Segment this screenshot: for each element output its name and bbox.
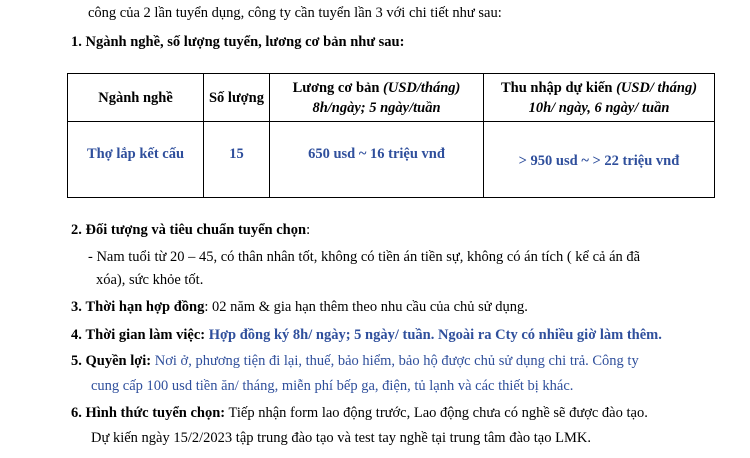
- section-2-bullet-line-1: - Nam tuổi từ 20 – 45, có thân nhân tốt, không có tiền án tiền sự, không có án tích ( kể cả án đã: [88, 249, 641, 265]
- cell-income: > 950 usd ~ > 22 triệu vnđ: [484, 122, 715, 198]
- section-2-heading: [71, 221, 310, 239]
- section-5-number: 5.: [71, 353, 82, 369]
- header-income: [484, 74, 715, 122]
- section-5-text-1: Nơi ở, phương tiện đi lại, thuế, bảo hiểm, bảo hộ được chủ sử dụng chi trả. Công ty: [154, 353, 639, 369]
- table-header-row: [68, 74, 715, 122]
- section-4-number: 4.: [71, 327, 82, 343]
- section-4: [71, 326, 662, 344]
- intro-line: công của 2 lần tuyển dụng, công ty cần tuyển lần 3 với chi tiết như sau:: [88, 5, 502, 21]
- recruitment-table: [67, 73, 715, 198]
- header-income-main: Thu nhập dự kiến: [500, 79, 613, 96]
- section-1-title: Ngành nghề, số lượng tuyển, lương cơ bản như sau:: [85, 34, 405, 50]
- header-income-sub: 10h/ ngày, 6 ngày/ tuần: [528, 99, 670, 116]
- section-2-bullet-line-2: xóa), sức khỏe tốt.: [96, 272, 204, 288]
- cell-occupation: Thợ lắp kết cấu: [68, 122, 204, 198]
- section-3-number: 3.: [71, 299, 82, 315]
- section-6-number: 6.: [71, 405, 82, 421]
- header-salary-sub: 8h/ngày; 5 ngày/tuần: [312, 99, 441, 116]
- section-3-title: Thời hạn hợp đồng: [85, 299, 205, 315]
- section-6-line-1: [71, 404, 648, 422]
- table-row: [68, 122, 715, 198]
- header-salary: [270, 74, 484, 122]
- section-5-text-2: cung cấp 100 usd tiền ăn/ tháng, miễn phí bếp ga, điện, tủ lạnh và các thiết bị khác.: [91, 378, 574, 394]
- section-2-number: 2.: [71, 222, 82, 238]
- header-quantity: Số lượng: [204, 74, 270, 122]
- cell-quantity: 15: [204, 122, 270, 198]
- header-occupation: Ngành nghề: [68, 74, 204, 122]
- section-6-title: Hình thức tuyển chọn:: [85, 405, 226, 421]
- section-3-text: : 02 năm & gia hạn thêm theo nhu cầu của chủ sử dụng.: [204, 299, 528, 315]
- section-5-title: Quyền lợi:: [85, 353, 152, 369]
- header-income-unit: (USD/ tháng): [616, 79, 698, 96]
- header-salary-main: Lương cơ bản: [292, 79, 380, 96]
- section-2-colon: :: [306, 222, 311, 238]
- section-2-title: Đối tượng và tiêu chuẩn tuyển chọn: [85, 222, 307, 238]
- section-1-heading: [71, 33, 404, 51]
- cell-salary: 650 usd ~ 16 triệu vnđ: [270, 122, 484, 198]
- section-5-line-1: [71, 352, 639, 370]
- section-1-number: 1.: [71, 34, 82, 50]
- section-4-text: Hợp đồng ký 8h/ ngày; 5 ngày/ tuần. Ngoài ra Cty có nhiều giờ làm thêm.: [208, 327, 662, 343]
- section-6-text-1: Tiếp nhận form lao động trước, Lao động chưa có nghề sẽ được đào tạo.: [228, 405, 648, 421]
- section-6-text-2: Dự kiến ngày 15/2/2023 tập trung đào tạo và test tay nghề tại trung tâm đào tạo LMK.: [91, 430, 591, 446]
- section-3: [71, 298, 528, 316]
- header-salary-unit: (USD/tháng): [383, 79, 461, 96]
- section-4-title: Thời gian làm việc:: [85, 327, 206, 343]
